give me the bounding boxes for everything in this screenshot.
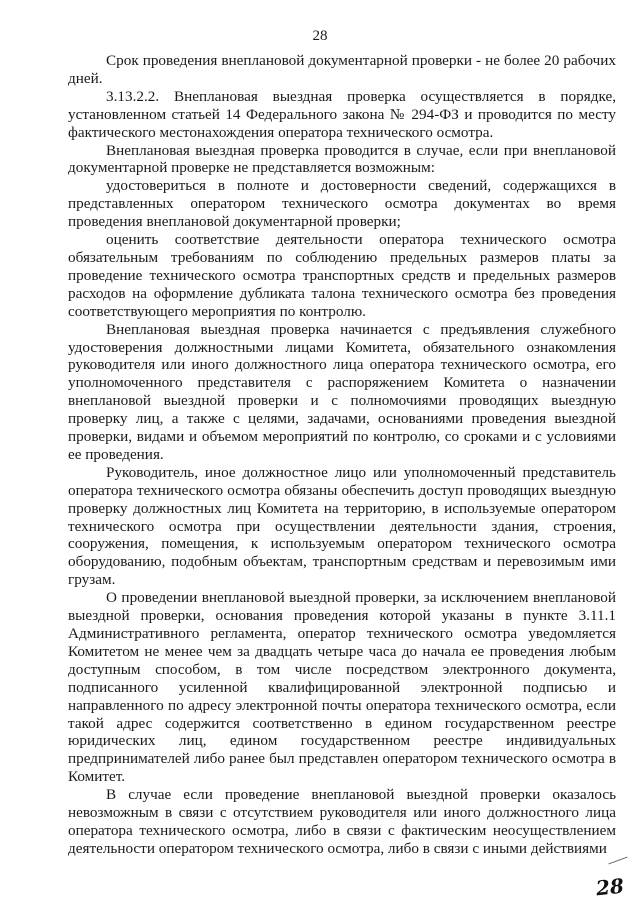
paragraph-grounds: Внеплановая выездная проверка проводится в случае, если при внеплановой документарной проверке не представляется возможным: <box>68 141 616 177</box>
paragraph-start: Внеплановая выездная проверка начинается с предъявления служебного удостоверения должностными лицами Комитета, обязательного ознакомления руководителя или иного должностного лица оператора технического осмотра, его уполномоченного представителя с распоряжением Комитета о назначении внеплановой выездной проверки и с полномочиями проводящих выездную проверку лиц, а также с целями, задачами, основаниями проведения выездной проверки, видами и объемом мероприятий по контролю, со сроками и с условиями ее проведения. <box>68 320 616 463</box>
handwritten-page-number: 28 <box>594 873 626 901</box>
paragraph-access: Руководитель, иное должностное лицо или уполномоченный представитель оператора технического осмотра обязаны обеспечить доступ проводящих выездную проверку должностных лиц Комитета на территорию, в используемые оператором технического осмотра при осуществлении деятельности здания, строения, сооружения, помещения, к используемым оператором технического осмотра оборудованию, подобным объектам, транспортным средствам и перевозимым ими грузам. <box>68 463 616 589</box>
paragraph-term: Срок проведения внеплановой документарной проверки - не более 20 рабочих дней. <box>68 52 616 87</box>
paragraph-notification: О проведении внеплановой выездной проверки, за исключением внеплановой выездной проверки, основания проведения которой указаны в пункте 3.11.1 Административного регламента, оператор технического осмотра уведомляется Комитетом не менее чем за двадцать четыре часа до начала ее проведения любым доступным способом, в том числе посредством электронного документа, подписанного усиленной квалифицированной электронной подписью и направленного по адресу электронной почты оператора технического осмотра, если такой адрес содержится соответственно в едином государственном реестре юридических лиц, едином государственном реестре индивидуальных предпринимателей либо ранее был представлен оператором технического осмотра в Комитет. <box>68 589 616 786</box>
paragraph-impossible: В случае если проведение внеплановой выездной проверки оказалось невозможным в связи с отсутствием руководителя или иного должностного лица оператора технического осмотра, либо в связи с фактическим неосуществлением деятельности оператором технического осмотра, либо в связи с иными действиями <box>68 786 616 857</box>
list-item-assess: оценить соответствие деятельности оператора технического осмотра обязательным требованиям по соблюдению предельных размеров платы за проведение технического осмотра транспортных средств и предельных размеров расходов на оформление дубликата талона технического осмотра без проведения соответствующего мероприятия по контролю. <box>68 231 616 320</box>
page-number: 28 <box>312 28 328 44</box>
paragraph-3-13-2-2: 3.13.2.2. Внеплановая выездная проверка осуществляется в порядке, установленном статьей 14 Федерального закона № 294-ФЗ и проводится по месту фактического местонахождения оператора технического осмотра. <box>68 87 616 141</box>
list-item-verify: удостовериться в полноте и достоверности сведений, содержащихся в представленных оператором технического осмотра документах во время проведения внеплановой документарной проверки; <box>68 177 616 231</box>
document-body <box>68 52 616 858</box>
